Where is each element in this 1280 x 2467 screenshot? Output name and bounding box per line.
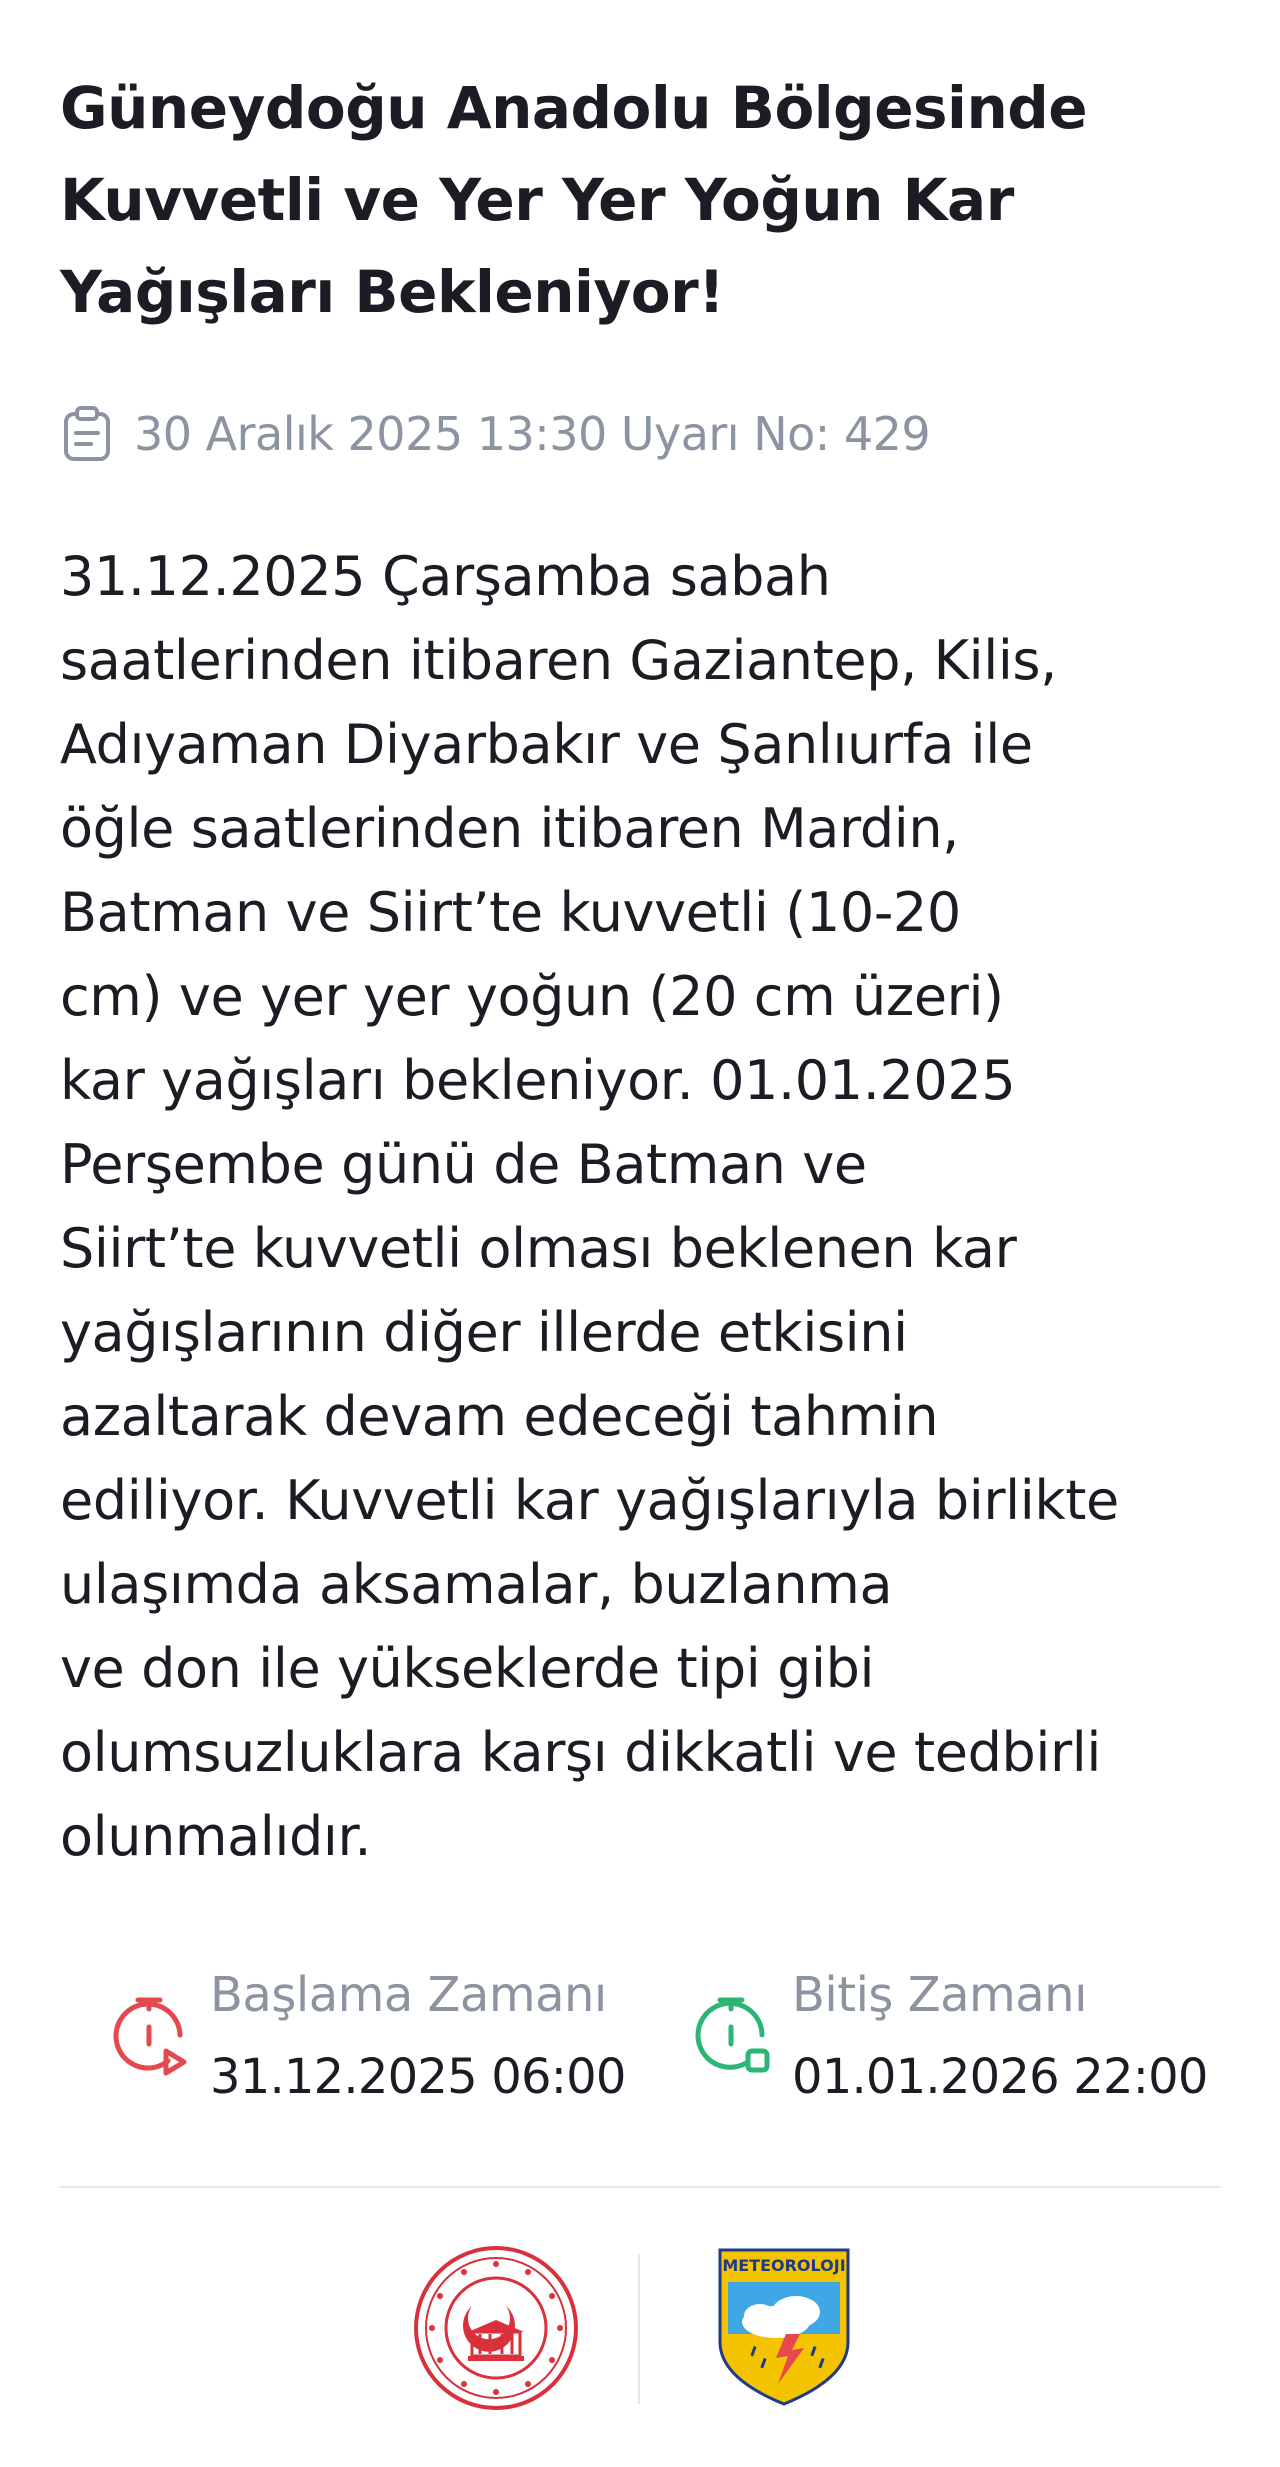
description-line: Batman ve Siirt’te kuvvetli (10-20 <box>60 881 961 944</box>
warning-date: 30 Aralık 2025 13:30 <box>134 407 607 461</box>
description-line: ve don ile yükseklerde tipi gibi <box>60 1637 875 1700</box>
warning-number: Uyarı No: 429 <box>620 407 931 461</box>
description-line: yağışlarının diğer illerde etkisini <box>60 1301 908 1364</box>
meteoroloji-shield-icon <box>716 2246 852 2408</box>
warning-schedule <box>110 1950 1230 2130</box>
description-line: ediliyor. Kuvvetli kar yağışlarıyla birlikte <box>60 1469 1119 1532</box>
warning-title-line: Kuvvetli ve Yer Yer Yoğun Kar <box>60 166 1014 234</box>
warning-title-line: Güneydoğu Anadolu Bölgesinde <box>60 74 1088 142</box>
warning-meta <box>62 398 930 470</box>
description-line: cm) ve yer yer yoğun (20 cm üzeri) <box>60 965 1004 1028</box>
description-line: azaltarak devam edeceği tahmin <box>60 1385 939 1448</box>
description-line: Perşembe günü de Batman ve <box>60 1133 867 1196</box>
description-line: Adıyaman Diyarbakır ve Şanlıurfa ile <box>60 713 1033 776</box>
warning-title <box>60 62 1210 338</box>
description-line: öğle saatlerinden itibaren Mardin, <box>60 797 959 860</box>
description-line: kar yağışları bekleniyor. 01.01.2025 <box>60 1049 1016 1112</box>
end-time-value: 01.01.2026 22:00 <box>792 2049 1208 2105</box>
end-time-label: Bitiş Zamanı <box>792 1967 1087 2023</box>
start-time-label: Başlama Zamanı <box>210 1967 607 2023</box>
start-time-value: 31.12.2025 06:00 <box>210 2049 626 2105</box>
description-line: saatlerinden itibaren Gaziantep, Kilis, <box>60 629 1057 692</box>
timer-play-icon <box>110 1995 190 2079</box>
description-line: Siirt’te kuvvetli olması beklenen kar <box>60 1217 1017 1280</box>
warning-description <box>60 535 1230 1879</box>
seal-icon <box>412 2244 580 2412</box>
description-line: olumsuzluklara karşı dikkatli ve tedbirli <box>60 1721 1101 1784</box>
footer-logos <box>0 2230 1280 2450</box>
description-line: olunmalıdır. <box>60 1805 372 1868</box>
clipboard-icon <box>62 406 112 462</box>
warning-title-line: Yağışları Bekleniyor! <box>60 258 725 326</box>
description-line: 31.12.2025 Çarşamba sabah <box>60 545 831 608</box>
meteoroloji-logo-text: METEOROLOJI <box>722 2256 846 2275</box>
divider <box>60 2186 1220 2188</box>
description-line: ulaşımda aksamalar, buzlanma <box>60 1553 893 1616</box>
timer-stop-icon <box>692 1995 772 2079</box>
footer-separator <box>638 2254 640 2404</box>
